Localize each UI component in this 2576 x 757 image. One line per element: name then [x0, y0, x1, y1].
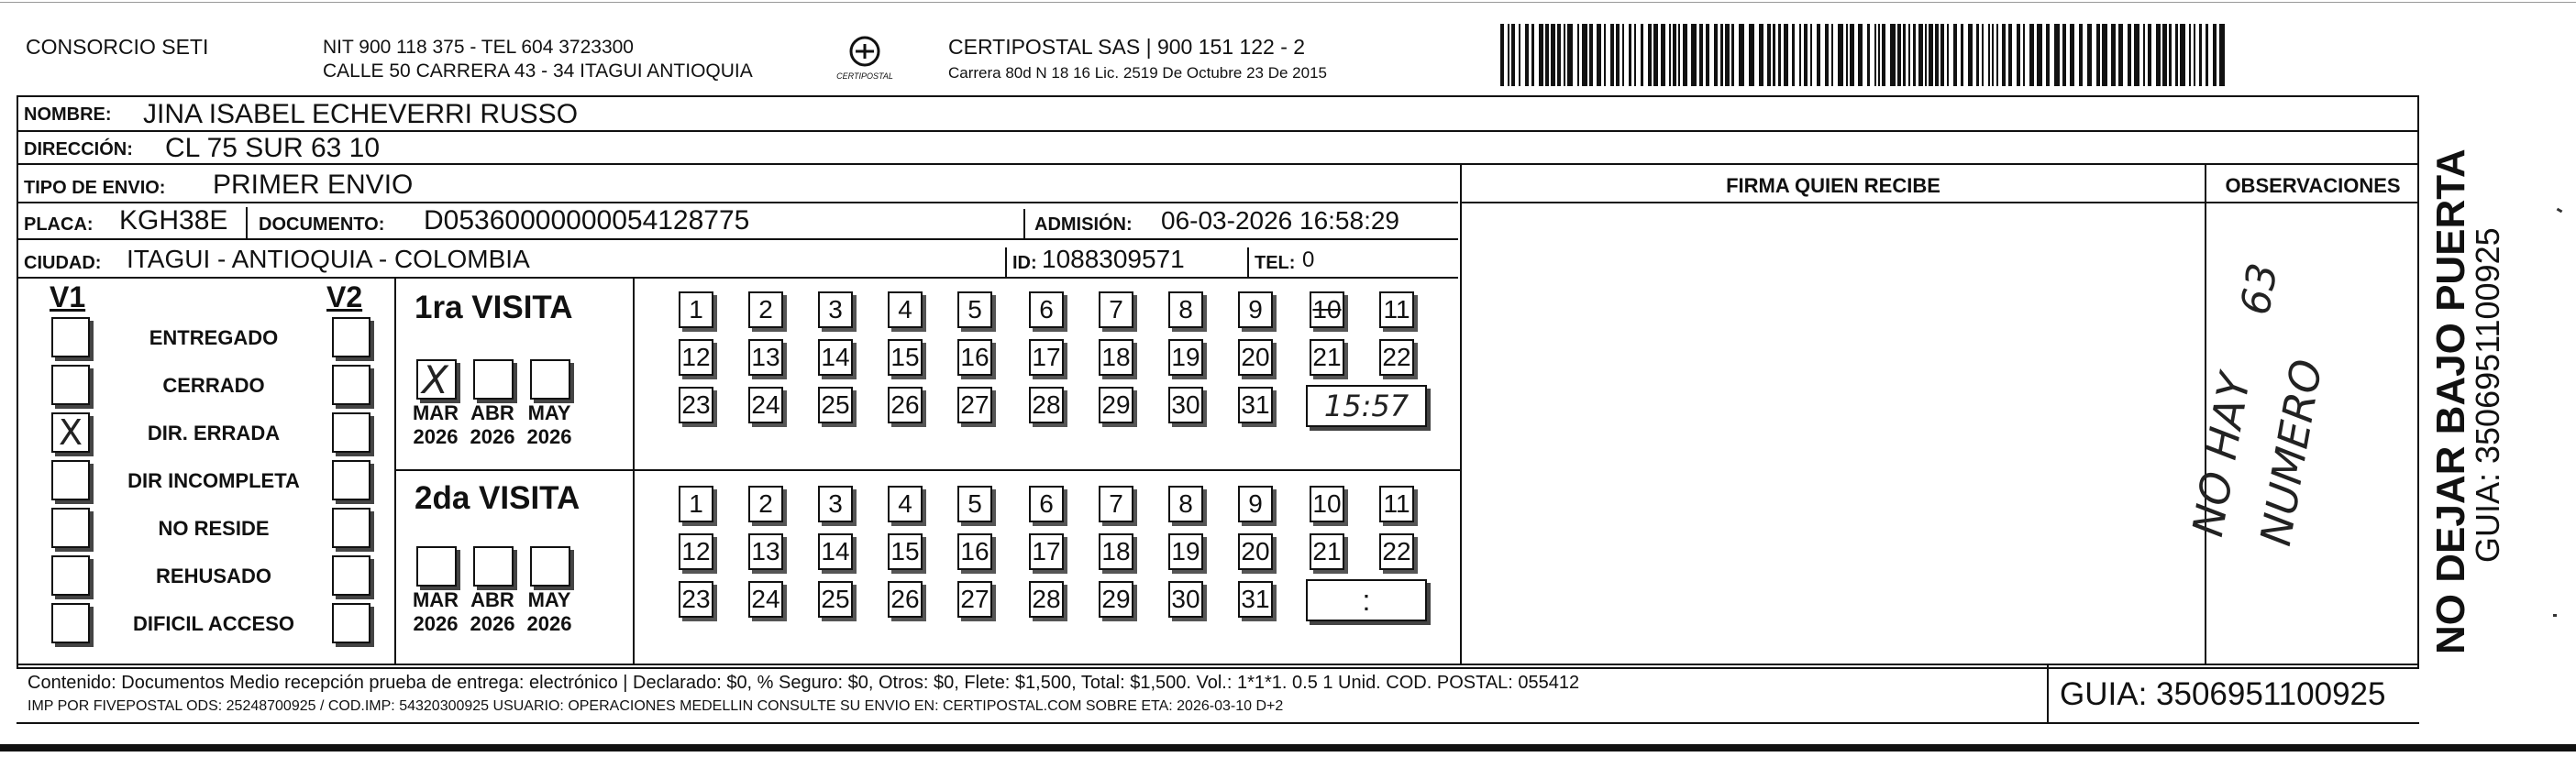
barcode-bar	[1597, 24, 1601, 86]
barcode-bar	[1622, 24, 1624, 86]
scan-mark	[2553, 614, 2557, 617]
barcode-bar	[1545, 24, 1549, 86]
barcode-bar	[1714, 24, 1718, 86]
barcode-bar	[1525, 24, 1529, 86]
tel-divider	[1247, 247, 1249, 277]
visit2-day-box[interactable]: 30	[1168, 581, 1203, 618]
barcode-bar	[1817, 24, 1820, 86]
visit2-day-box[interactable]: 3	[818, 486, 853, 522]
barcode	[1500, 24, 2225, 86]
plate: KGH38E	[119, 205, 228, 236]
barcode-bar	[1940, 24, 1944, 86]
visit2-day-box[interactable]: 4	[888, 486, 923, 522]
recipient-name: JINA ISABEL ECHEVERRI RUSSO	[143, 99, 579, 129]
barcode-bar	[1725, 24, 1730, 86]
barcode-bar	[1731, 24, 1734, 86]
barcode-bar	[2079, 24, 2083, 86]
visit2-day-box[interactable]: 9	[1238, 486, 1273, 522]
barcode-bar	[2062, 24, 2066, 86]
city-label: CIUDAD:	[24, 253, 102, 273]
visit2-day-box[interactable]: 26	[888, 581, 923, 618]
visit1-month-label	[407, 401, 464, 449]
visit2-month-name: ABR	[470, 588, 514, 611]
side-guia: GUIA: 3506951100925	[2469, 227, 2506, 563]
visit1-month-year: 2026	[526, 425, 572, 448]
visit2-month-label	[464, 588, 521, 636]
ship-type: PRIMER ENVIO	[213, 170, 414, 200]
visit2-day-box[interactable]: 7	[1099, 486, 1133, 522]
nit-line: NIT 900 118 375 - TEL 604 3723300	[323, 37, 634, 58]
barcode-bar	[2102, 24, 2107, 86]
v2-checkbox[interactable]	[332, 460, 370, 500]
v2-checkbox[interactable]	[332, 555, 370, 596]
visit2-month-label	[407, 588, 464, 636]
visits-divider	[394, 469, 1460, 471]
barcode-bar	[2156, 24, 2161, 86]
document-number: D05360000000054128775	[424, 205, 750, 236]
barcode-bar	[1874, 24, 1876, 86]
no-dejar-bajo-puerta: NO DEJAR BAJO PUERTA	[2428, 148, 2473, 654]
address-row	[18, 132, 2419, 165]
name-row	[18, 97, 2419, 132]
visit1-month-label	[521, 401, 578, 449]
visit1-month-checkbox[interactable]	[416, 359, 457, 400]
barcode-bar	[2199, 24, 2202, 86]
visit1-day-box[interactable]: 14	[818, 339, 853, 376]
visit1-day-box[interactable]: 13	[748, 339, 783, 376]
signature-header-line	[1460, 202, 2419, 203]
barcode-bar	[1519, 24, 1520, 86]
barcode-bar	[1557, 24, 1561, 86]
visit1-month-checkbox[interactable]	[473, 359, 514, 400]
status-label: NO RESIDE	[158, 517, 270, 540]
visit2-day-box[interactable]: 17	[1029, 533, 1064, 570]
plate-divider	[246, 207, 248, 238]
visit2-day-box[interactable]: 14	[818, 533, 853, 570]
visit1-day-box[interactable]: 22	[1379, 339, 1414, 376]
certipostal-logo	[833, 33, 897, 86]
barcode-bar	[1929, 24, 1933, 86]
visit1-day-box[interactable]: 9	[1238, 291, 1273, 328]
barcode-bar	[1992, 24, 1994, 86]
footer-guia-divider	[2047, 665, 2049, 724]
id-label: ID:	[1012, 253, 1037, 273]
visit1-time-box[interactable]	[1306, 385, 1427, 427]
barcode-bar	[1653, 24, 1658, 86]
barcode-bar	[2046, 24, 2050, 86]
barcode-bar	[1903, 24, 1906, 86]
barcode-bar	[1878, 24, 1880, 86]
id-number: 1088309571	[1042, 245, 1185, 273]
visit2-month-checkbox[interactable]	[530, 546, 570, 587]
barcode-bar	[1739, 24, 1744, 86]
visit1-day-box[interactable]: 8	[1168, 291, 1203, 328]
visit1-day-box[interactable]: 29	[1099, 387, 1133, 423]
barcode-bar	[1610, 24, 1614, 86]
barcode-bar	[1792, 24, 1795, 86]
company-name: CONSORCIO SETI	[26, 35, 209, 59]
barcode-bar	[2118, 24, 2123, 86]
visit1-day-box[interactable]: 16	[957, 339, 992, 376]
v1-check-mark: X	[59, 412, 83, 453]
visit2-day-box[interactable]: 11	[1379, 486, 1414, 522]
barcode-bar	[1720, 24, 1723, 86]
barcode-bar	[2023, 24, 2025, 86]
visit2-day-box[interactable]: 22	[1379, 533, 1414, 570]
visit1-day-box[interactable]: 4	[888, 291, 923, 328]
barcode-bar	[1799, 24, 1801, 86]
status-label: DIFICIL ACCESO	[132, 612, 294, 635]
ship-type-row	[18, 165, 1458, 203]
barcode-bar	[1567, 24, 1573, 86]
v2-header: V2	[326, 280, 363, 313]
v2-checkbox[interactable]	[332, 365, 370, 405]
v1-checkbox[interactable]	[51, 603, 90, 643]
visit2-day-box[interactable]: 1	[679, 486, 713, 522]
barcode-bar	[1691, 24, 1697, 86]
visit1-day-box[interactable]: 11	[1379, 291, 1414, 328]
visit1-day-box[interactable]: 6	[1029, 291, 1064, 328]
logo-text: CERTIPOSTAL	[836, 71, 893, 81]
visit2-month-year: 2026	[413, 612, 459, 635]
visit2-month-year: 2026	[470, 612, 515, 635]
imp-line: IMP POR FIVEPOSTAL ODS: 25248700925 / COD.IMP: 54320300925 USUARIO: OPERACIONES MEDELLIN CONSULTE SU ENVIO EN: CERTIPOSTAL.COM SOBRE ETA: 2026-03-10 D+2	[28, 698, 1284, 714]
footer-bottom-line	[17, 722, 2419, 724]
visit1-month-year: 2026	[413, 425, 459, 448]
barcode-bar	[1961, 24, 1963, 86]
barcode-bar	[1539, 24, 1543, 86]
barcode-bar	[2087, 24, 2092, 86]
barcode-bar	[1867, 24, 1870, 86]
visit1-day-box[interactable]: 19	[1168, 339, 1203, 376]
v2-checkbox[interactable]	[332, 317, 370, 357]
barcode-bar	[1784, 24, 1788, 86]
barcode-bar	[1511, 24, 1515, 86]
visit1-day-box[interactable]: 27	[957, 387, 992, 423]
barcode-bar	[1589, 24, 1593, 86]
visit1-day-box[interactable]: 23	[679, 387, 713, 423]
barcode-bar	[2180, 24, 2185, 86]
visit1-day-box[interactable]: 2	[748, 291, 783, 328]
city: ITAGUI - ANTIOQUIA - COLOMBIA	[127, 245, 530, 273]
observation-number: 63	[2232, 259, 2287, 319]
barcode-bar	[2017, 24, 2020, 86]
barcode-bar	[1508, 24, 1509, 86]
visit1-day-box[interactable]: 18	[1099, 339, 1133, 376]
document-label: DOCUMENTO:	[259, 214, 385, 235]
visit2-day-box[interactable]: 2	[748, 486, 783, 522]
visit2-day-box[interactable]: 16	[957, 533, 992, 570]
v1-checkbox[interactable]	[51, 412, 90, 453]
barcode-bar	[1669, 24, 1671, 86]
visit2-month-name: MAR	[412, 588, 459, 611]
barcode-bar	[2037, 24, 2042, 86]
v1-checkbox[interactable]	[51, 317, 90, 357]
barcode-bar	[2143, 24, 2145, 86]
barcode-bar	[1582, 24, 1587, 86]
status-label: DIR INCOMPLETA	[127, 469, 300, 492]
v1-checkbox[interactable]	[51, 460, 90, 500]
barcode-bar	[1831, 24, 1833, 86]
barcode-bar	[1531, 24, 1534, 86]
admission-datetime: 06-03-2026 16:58:29	[1161, 206, 1399, 235]
visit1-day-box[interactable]: 15	[888, 339, 923, 376]
barcode-bar	[2111, 24, 2116, 86]
visit2-day-box[interactable]: 29	[1099, 581, 1133, 618]
visit2-day-box[interactable]: 21	[1310, 533, 1344, 570]
observations-header: OBSERVACIONES	[2225, 174, 2401, 197]
barcode-bar	[1661, 24, 1665, 86]
address-label: DIRECCIÓN:	[24, 139, 133, 159]
visit2-time: :	[1362, 584, 1371, 617]
barcode-bar	[1604, 24, 1606, 86]
admission-divider	[1023, 209, 1025, 238]
barcode-bar	[1773, 24, 1775, 86]
barcode-bar	[1996, 24, 1998, 86]
plate-label: PLACA:	[24, 214, 94, 235]
barcode-bar	[1778, 24, 1781, 86]
barcode-bar	[2148, 24, 2151, 86]
name-label: NOMBRE:	[24, 104, 112, 125]
barcode-bar	[2070, 24, 2074, 86]
footer-guia: GUIA: 3506951100925	[2060, 676, 2386, 712]
visit2-day-box[interactable]: 23	[679, 581, 713, 618]
visit1-day-box[interactable]: 12	[679, 339, 713, 376]
city-row	[18, 240, 1458, 279]
days-left-border	[633, 279, 635, 664]
barcode-bar	[1683, 24, 1687, 86]
visit1-day-box[interactable]: 17	[1029, 339, 1064, 376]
v1-checkbox[interactable]	[51, 508, 90, 548]
visit2-month-name: MAY	[527, 588, 571, 611]
visit1-month-label	[464, 401, 521, 449]
scan-mark	[2557, 208, 2563, 214]
barcode-bar	[1846, 24, 1848, 86]
barcode-bar	[1767, 24, 1771, 86]
barcode-bar	[1641, 24, 1643, 86]
visits-left-border	[394, 279, 396, 664]
visit2-month-checkbox[interactable]	[416, 546, 457, 587]
barcode-bar	[1976, 24, 1979, 86]
recipient-address: CL 75 SUR 63 10	[165, 133, 381, 163]
barcode-bar	[1982, 24, 1984, 86]
visit1-day-box[interactable]: 31	[1238, 387, 1273, 423]
barcode-bar	[2029, 24, 2034, 86]
v1-header: V1	[50, 280, 86, 313]
visit1-day-box[interactable]: 7	[1099, 291, 1133, 328]
barcode-bar	[1968, 24, 1973, 86]
barcode-bar	[2162, 24, 2167, 86]
id-divider	[1005, 247, 1007, 277]
visit1-day-box[interactable]: 25	[818, 387, 853, 423]
barcode-bar	[2008, 24, 2012, 86]
barcode-bar	[1850, 24, 1854, 86]
barcode-bar	[1673, 24, 1676, 86]
barcode-bar	[2054, 24, 2060, 86]
visit1-month-mark: X	[422, 357, 448, 402]
visit1-day-box[interactable]: 30	[1168, 387, 1203, 423]
barcode-bar	[2219, 24, 2225, 86]
barcode-bar	[2175, 24, 2178, 86]
barcode-bar	[2206, 24, 2208, 86]
barcode-bar	[2194, 24, 2195, 86]
v2-checkbox[interactable]	[332, 508, 370, 548]
barcode-bar	[1953, 24, 1957, 86]
visit2-day-box[interactable]: 13	[748, 533, 783, 570]
visit1-month-checkbox[interactable]	[530, 359, 570, 400]
status-label: ENTREGADO	[149, 326, 279, 349]
side-stamp	[2421, 95, 2509, 669]
status-label: REHUSADO	[156, 565, 271, 587]
barcode-bar	[1918, 24, 1923, 86]
barcode-bar	[1897, 24, 1901, 86]
visit2-day-box[interactable]: 31	[1238, 581, 1273, 618]
visit1-day-box[interactable]: 5	[957, 291, 992, 328]
visit1-month-name: MAR	[412, 401, 459, 424]
visit1-day-box[interactable]: 26	[888, 387, 923, 423]
barcode-bar	[1616, 24, 1620, 86]
ship-type-label: TIPO DE ENVIO:	[24, 178, 166, 198]
visit1-day-box[interactable]: 3	[818, 291, 853, 328]
barcode-bar	[1908, 24, 1910, 86]
barcode-bar	[1925, 24, 1927, 86]
visit1-day-box[interactable]: 20	[1238, 339, 1273, 376]
visit1-month-year: 2026	[470, 425, 515, 448]
observation-numero: NUMERO	[2250, 356, 2332, 550]
visit1-month-name: MAY	[527, 401, 571, 424]
visit2-day-box[interactable]: 12	[679, 533, 713, 570]
signature-header: FIRMA QUIEN RECIBE	[1726, 174, 1940, 197]
scan-top-edge	[0, 2, 2576, 3]
barcode-bar	[1858, 24, 1863, 86]
visit2-day-box[interactable]: 20	[1238, 533, 1273, 570]
tel: 0	[1302, 247, 1315, 272]
observation-no-hay: NO HAY	[2183, 369, 2261, 541]
barcode-bar	[1678, 24, 1680, 86]
visit2-month-label	[521, 588, 578, 636]
visit2-time-box[interactable]	[1306, 579, 1427, 621]
visit2-month-year: 2026	[526, 612, 572, 635]
status-label: CERRADO	[162, 374, 265, 397]
visit2-day-box[interactable]: 28	[1029, 581, 1064, 618]
barcode-bar	[2189, 24, 2191, 86]
visit2-day-box[interactable]: 25	[818, 581, 853, 618]
barcode-bar	[1890, 24, 1896, 86]
barcode-bar	[1564, 24, 1565, 86]
v2-checkbox[interactable]	[332, 412, 370, 453]
barcode-bar	[1838, 24, 1843, 86]
barcode-bar	[2169, 24, 2172, 86]
barcode-bar	[1882, 24, 1885, 86]
barcode-bar	[1804, 24, 1808, 86]
barcode-bar	[1699, 24, 1703, 86]
visit1-day-box[interactable]: 10	[1310, 291, 1344, 328]
visit2-day-box[interactable]: 19	[1168, 533, 1203, 570]
v1-checkbox[interactable]	[51, 555, 90, 596]
tel-label: TEL:	[1255, 253, 1296, 273]
address-line: CALLE 50 CARRERA 43 - 34 ITAGUI ANTIOQUIA	[323, 60, 753, 82]
signature-left-border	[1460, 165, 1462, 664]
barcode-bar	[1759, 24, 1763, 86]
barcode-bar	[2002, 24, 2006, 86]
barcode-bar	[1551, 24, 1555, 86]
content-line: Contenido: Documentos Medio recepción prueba de entrega: electrónico | Declarado: $0, % Seguro: $0, Otros: $0, Flete: $1,500, Total: $1,500. Vol.: 1*1*1. 0.5 1 Unid. COD. POSTAL: 055412	[28, 673, 1580, 693]
visit1-day-box[interactable]: 28	[1029, 387, 1064, 423]
visit2-day-box[interactable]: 27	[957, 581, 992, 618]
barcode-bar	[1749, 24, 1754, 86]
barcode-bar	[1825, 24, 1829, 86]
visit2-day-box[interactable]: 15	[888, 533, 923, 570]
v2-checkbox[interactable]	[332, 603, 370, 643]
barcode-bar	[2128, 24, 2131, 86]
barcode-bar	[1634, 24, 1636, 86]
barcode-bar	[1500, 24, 1504, 86]
visit1-month-name: ABR	[470, 401, 514, 424]
status-label: DIR. ERRADA	[147, 422, 281, 444]
barcode-bar	[1706, 24, 1709, 86]
scan-bottom-edge	[0, 744, 2576, 752]
barcode-bar	[2134, 24, 2139, 86]
admission-label: ADMISIÓN:	[1034, 214, 1133, 235]
barcode-bar	[1913, 24, 1916, 86]
barcode-bar	[1988, 24, 1990, 86]
visit2-day-box[interactable]: 18	[1099, 533, 1133, 570]
certipostal-line: CERTIPOSTAL SAS | 900 151 122 - 2	[948, 35, 1306, 59]
barcode-bar	[1810, 24, 1812, 86]
license-line: Carrera 80d N 18 16 Lic. 2519 De Octubre 23 De 2015	[948, 64, 1327, 82]
visit2-month-checkbox[interactable]	[473, 546, 514, 587]
barcode-bar	[1577, 24, 1579, 86]
visit1-day-box[interactable]: 1	[679, 291, 713, 328]
footer-line	[18, 664, 2419, 665]
visit2-day-box[interactable]: 24	[748, 581, 783, 618]
barcode-bar	[2213, 24, 2217, 86]
visit2-day-box[interactable]: 5	[957, 486, 992, 522]
visit1-title: 1ra VISITA	[415, 290, 573, 325]
visit2-day-box[interactable]: 10	[1310, 486, 1344, 522]
visit2-title: 2da VISITA	[415, 480, 580, 516]
v1-checkbox[interactable]	[51, 365, 90, 405]
barcode-bar	[1629, 24, 1631, 86]
visit2-day-box[interactable]: 6	[1029, 486, 1064, 522]
visit2-day-box[interactable]: 8	[1168, 486, 1203, 522]
barcode-bar	[2096, 24, 2100, 86]
barcode-bar	[1947, 24, 1949, 86]
visit1-time: 15:57	[1323, 389, 1410, 423]
barcode-bar	[1935, 24, 1939, 86]
signature-area[interactable]	[1464, 205, 2203, 662]
visit1-day-box[interactable]: 24	[748, 387, 783, 423]
visit1-day-box[interactable]: 21	[1310, 339, 1344, 376]
plate-row	[18, 203, 1458, 240]
barcode-bar	[1648, 24, 1652, 86]
